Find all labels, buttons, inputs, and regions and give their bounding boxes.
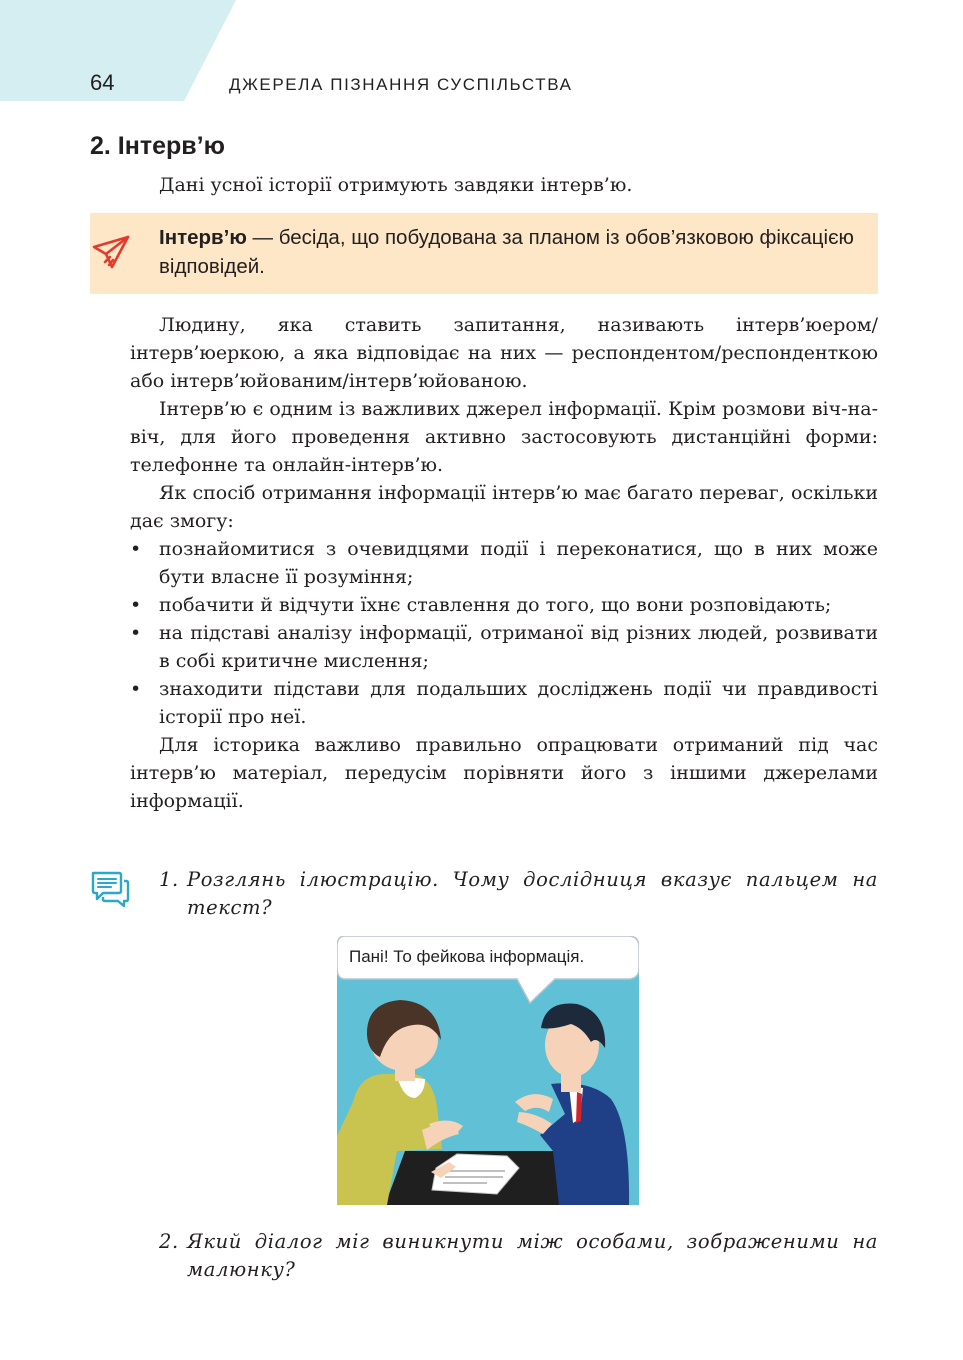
paper-plane-icon	[90, 231, 136, 277]
task-number: 2.	[159, 1230, 179, 1253]
bullet-marker: •	[130, 594, 142, 616]
list-item-text: побачити й відчути їхнє ставлення до того, що вони розповідають;	[159, 594, 832, 616]
chat-bubbles-icon	[89, 868, 131, 910]
task-text: Розглянь ілюстрацію. Чому дослідниця вказує пальцем на текст?	[187, 868, 878, 919]
list-item	[130, 675, 878, 731]
section-intro: Дані усної історії отримують завдяки інтерв’ю.	[159, 174, 633, 196]
task-2	[159, 1228, 878, 1284]
list-item	[130, 591, 878, 619]
definition-body: — бесіда, що побудована за планом із обов’язковою фіксацією відповідей.	[159, 226, 854, 278]
list-item-text: знаходити підстави для подальших досліджень події чи правдивості історії про неї.	[159, 678, 878, 728]
paragraph: Для історика важливо правильно опрацювати отриманий під час інтерв’ю матеріал, передусім порівняти його з іншими джерелами інформації.	[130, 734, 878, 812]
bullet-marker: •	[130, 678, 142, 700]
interview-illustration	[337, 936, 639, 1205]
paragraph: Людину, яка ставить запитання, називають інтерв’юером/інтерв’юеркою, а яка відповідає на них — респондентом/респонденткою або інтерв’юйованим/інтерв’юйованою.	[130, 314, 878, 392]
bullet-marker: •	[130, 622, 142, 644]
body-text	[130, 311, 878, 815]
page-number: 64	[90, 70, 115, 95]
definition-box	[90, 213, 878, 294]
list-item-text: на підставі аналізу інформації, отриманої від різних людей, розвивати в собі критичне мислення;	[159, 622, 878, 672]
paragraph: Інтерв’ю є одним із важливих джерел інформації. Крім розмови віч-на-віч, для його проведення активно застосовують дистанційні форми: телефонне та онлайн-інтерв’ю.	[130, 398, 878, 476]
header-corner-decoration	[0, 0, 236, 101]
bullet-marker: •	[130, 538, 142, 560]
running-title: ДЖЕРЕЛА ПІЗНАННЯ СУСПІЛЬСТВА	[229, 75, 573, 94]
definition-text	[159, 223, 869, 281]
advantages-list	[130, 535, 878, 731]
task-1	[159, 866, 878, 922]
task-text: Який діалог міг виникнути між особами, зображеними на малюнку?	[187, 1230, 878, 1281]
paragraph: Як спосіб отримання інформації інтерв’ю має багато переваг, оскільки дає змогу:	[130, 482, 878, 532]
list-item	[130, 619, 878, 675]
speech-bubble-text: Пані! То фейкова інформація.	[349, 947, 585, 966]
task-number: 1.	[159, 868, 179, 891]
list-item-text: познайомитися з очевидцями події і переконатися, що в них може бути власне її розуміння;	[159, 538, 878, 588]
list-item	[130, 535, 878, 591]
definition-term: Інтерв’ю	[159, 226, 247, 249]
section-title: 2. Інтерв’ю	[90, 132, 225, 160]
